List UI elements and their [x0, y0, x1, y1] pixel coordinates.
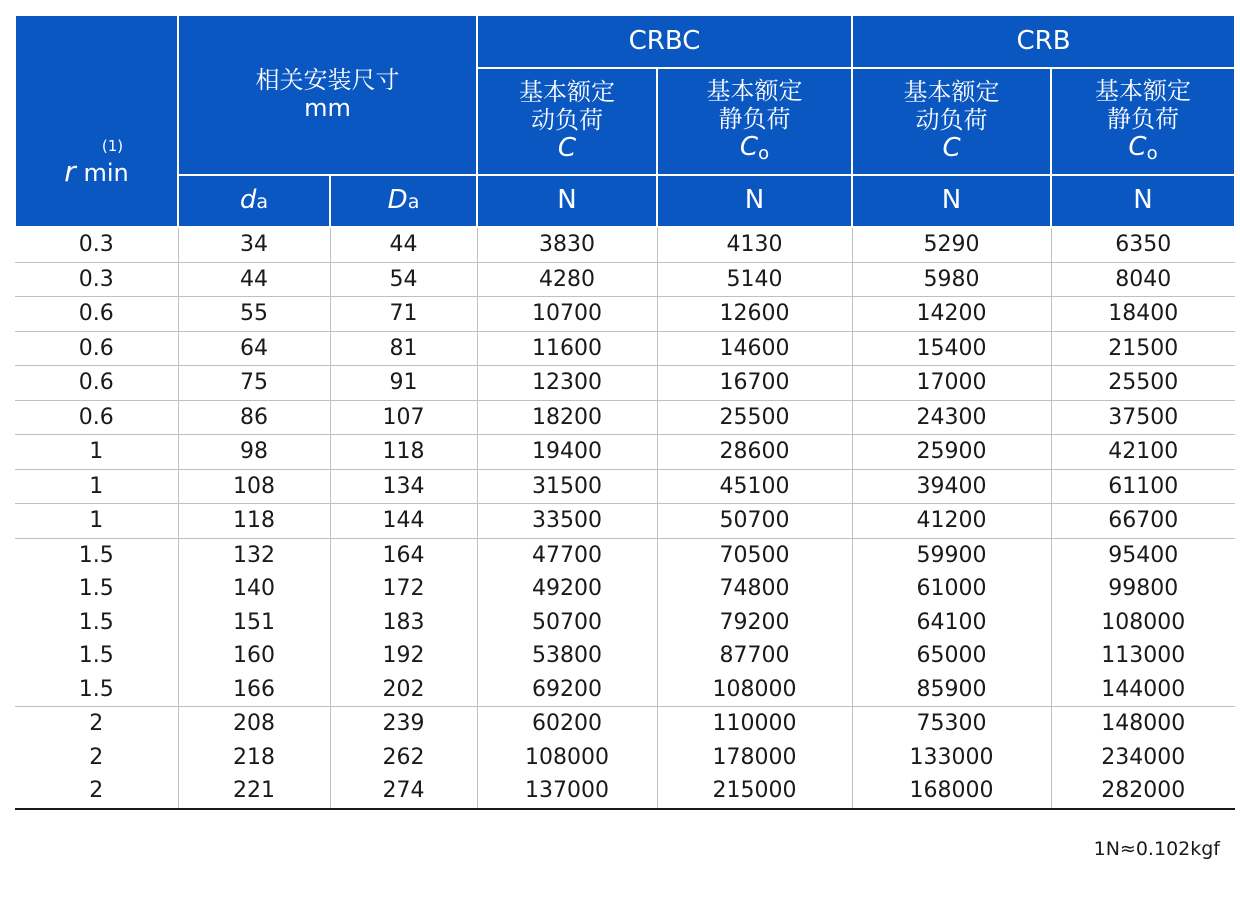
da-cell: 221 [178, 774, 330, 809]
crb-dynamic-cell: 65000 [852, 639, 1051, 673]
table-body [15, 227, 1235, 809]
crbc-static-cell: 28600 [657, 435, 852, 470]
table-row [15, 673, 1235, 707]
Da-cell: 91 [330, 366, 477, 401]
da-cell: 140 [178, 572, 330, 606]
Da-header: Da [330, 175, 477, 227]
r-min-cell: 0.6 [15, 366, 178, 401]
Da-cell: 44 [330, 227, 477, 262]
crbc-dynamic-load-header: 基本额定 动负荷 C [477, 68, 657, 175]
table-row [15, 400, 1235, 435]
r-min-cell: 0.3 [15, 262, 178, 297]
crbc-static-cell: 5140 [657, 262, 852, 297]
r-min-cell: 1.5 [15, 538, 178, 572]
r-min-cell: 0.6 [15, 297, 178, 332]
crbc-dynamic-cell: 49200 [477, 572, 657, 606]
da-cell: 86 [178, 400, 330, 435]
crbc-dynamic-cell: 31500 [477, 469, 657, 504]
crbc-static-cell: 50700 [657, 504, 852, 539]
crb-static-cell: 6350 [1051, 227, 1235, 262]
footnote-marker: (1) [101, 137, 124, 156]
Da-cell: 118 [330, 435, 477, 470]
crb-dynamic-load-header: 基本额定 动负荷 C [852, 68, 1051, 175]
crb-static-cell: 8040 [1051, 262, 1235, 297]
crb-static-cell: 61100 [1051, 469, 1235, 504]
crb-dynamic-cell: 17000 [852, 366, 1051, 401]
r-min-cell: 1.5 [15, 572, 178, 606]
table-row [15, 774, 1235, 809]
Da-cell: 172 [330, 572, 477, 606]
crb-static-cell: 66700 [1051, 504, 1235, 539]
table-row [15, 297, 1235, 332]
table-row [15, 366, 1235, 401]
da-cell: 118 [178, 504, 330, 539]
crb-dynamic-cell: 75300 [852, 707, 1051, 741]
crb-static-cell: 42100 [1051, 435, 1235, 470]
crb-dynamic-cell: 59900 [852, 538, 1051, 572]
crbc-static-cell: 215000 [657, 774, 852, 809]
unit-n-header: N [477, 175, 657, 227]
crb-dynamic-cell: 41200 [852, 504, 1051, 539]
r-min-header [15, 15, 178, 227]
da-cell: 34 [178, 227, 330, 262]
crb-static-cell: 25500 [1051, 366, 1235, 401]
mounting-dimensions-unit: mm [304, 94, 351, 122]
crbc-dynamic-cell: 19400 [477, 435, 657, 470]
symbol-co: $C_o$ [1128, 132, 1158, 165]
crb-dynamic-cell: 5980 [852, 262, 1051, 297]
crbc-dynamic-cell: 33500 [477, 504, 657, 539]
crb-dynamic-cell: 168000 [852, 774, 1051, 809]
table-row [15, 469, 1235, 504]
r-min-cell: 2 [15, 741, 178, 775]
da-cell: 108 [178, 469, 330, 504]
crbc-static-cell: 70500 [657, 538, 852, 572]
r-min-cell: 0.3 [15, 227, 178, 262]
unit-n-header: N [657, 175, 852, 227]
group-header-crb: CRB [852, 15, 1235, 68]
table-row [15, 606, 1235, 640]
da-cell: 166 [178, 673, 330, 707]
crb-static-cell: 148000 [1051, 707, 1235, 741]
unit-n-header: N [1051, 175, 1235, 227]
da-cell: 132 [178, 538, 330, 572]
group-header-crbc: CRBC [477, 15, 852, 68]
table-row [15, 227, 1235, 262]
da-cell: 151 [178, 606, 330, 640]
crbc-static-cell: 16700 [657, 366, 852, 401]
da-cell: 208 [178, 707, 330, 741]
crb-static-cell: 21500 [1051, 331, 1235, 366]
Da-cell: 164 [330, 538, 477, 572]
Da-cell: 107 [330, 400, 477, 435]
bearing-spec-table [14, 14, 1236, 810]
crb-dynamic-cell: 133000 [852, 741, 1051, 775]
r-min-cell: 2 [15, 774, 178, 809]
Da-cell: 134 [330, 469, 477, 504]
crbc-static-cell: 25500 [657, 400, 852, 435]
crb-static-cell: 144000 [1051, 673, 1235, 707]
crbc-static-cell: 178000 [657, 741, 852, 775]
r-min-cell: 2 [15, 707, 178, 741]
crbc-dynamic-cell: 3830 [477, 227, 657, 262]
da-cell: 218 [178, 741, 330, 775]
crbc-dynamic-cell: 108000 [477, 741, 657, 775]
crb-dynamic-cell: 5290 [852, 227, 1051, 262]
r-min-cell: 1.5 [15, 639, 178, 673]
crbc-static-cell: 14600 [657, 331, 852, 366]
Da-cell: 81 [330, 331, 477, 366]
symbol-c: C [557, 133, 577, 164]
table-row [15, 262, 1235, 297]
mounting-dimensions-title: 相关安装尺寸 [255, 66, 400, 95]
r-min-cell: 1 [15, 469, 178, 504]
crbc-static-cell: 110000 [657, 707, 852, 741]
crbc-static-cell: 79200 [657, 606, 852, 640]
Da-cell: 202 [330, 673, 477, 707]
Da-cell: 144 [330, 504, 477, 539]
crb-static-cell: 108000 [1051, 606, 1235, 640]
da-cell: 160 [178, 639, 330, 673]
table-row [15, 435, 1235, 470]
crbc-dynamic-cell: 69200 [477, 673, 657, 707]
Da-cell: 274 [330, 774, 477, 809]
table-row [15, 538, 1235, 572]
da-cell: 98 [178, 435, 330, 470]
crb-static-cell: 99800 [1051, 572, 1235, 606]
da-cell: 75 [178, 366, 330, 401]
crbc-dynamic-cell: 137000 [477, 774, 657, 809]
crbc-static-cell: 45100 [657, 469, 852, 504]
da-cell: 64 [178, 331, 330, 366]
Da-cell: 192 [330, 639, 477, 673]
crb-dynamic-cell: 24300 [852, 400, 1051, 435]
Da-cell: 239 [330, 707, 477, 741]
crb-static-load-header: 基本额定 静负荷 $C_o$ [1051, 68, 1235, 175]
min-label: min [83, 158, 129, 187]
crb-static-cell: 95400 [1051, 538, 1235, 572]
crbc-dynamic-cell: 4280 [477, 262, 657, 297]
r-min-cell: 1.5 [15, 673, 178, 707]
crbc-dynamic-cell: 18200 [477, 400, 657, 435]
symbol-c: C [942, 133, 961, 164]
da-cell: 55 [178, 297, 330, 332]
r-min-cell: 0.6 [15, 400, 178, 435]
crbc-static-load-header: 基本额定 静负荷 $C_o$ [657, 68, 852, 175]
crbc-static-cell: 87700 [657, 639, 852, 673]
crbc-dynamic-cell: 12300 [477, 366, 657, 401]
unit-n-header: N [852, 175, 1051, 227]
crb-static-cell: 18400 [1051, 297, 1235, 332]
r-min-cell: 1 [15, 435, 178, 470]
table-row [15, 741, 1235, 775]
crbc-dynamic-cell: 11600 [477, 331, 657, 366]
table-row [15, 707, 1235, 741]
crb-static-cell: 113000 [1051, 639, 1235, 673]
r-min-cell: 1.5 [15, 606, 178, 640]
crbc-static-cell: 74800 [657, 572, 852, 606]
crb-dynamic-cell: 39400 [852, 469, 1051, 504]
Da-cell: 183 [330, 606, 477, 640]
crb-dynamic-cell: 61000 [852, 572, 1051, 606]
r-symbol: r [64, 154, 76, 188]
table-row [15, 331, 1235, 366]
Da-cell: 262 [330, 741, 477, 775]
crbc-dynamic-cell: 47700 [477, 538, 657, 572]
mounting-dimensions-header [178, 15, 477, 175]
crb-static-cell: 234000 [1051, 741, 1235, 775]
r-min-cell: 1 [15, 504, 178, 539]
table-row [15, 572, 1235, 606]
da-header: da [178, 175, 330, 227]
crbc-dynamic-cell: 10700 [477, 297, 657, 332]
crb-static-cell: 37500 [1051, 400, 1235, 435]
crb-static-cell: 282000 [1051, 774, 1235, 809]
symbol-co: $C_o$ [739, 132, 770, 165]
crbc-dynamic-cell: 53800 [477, 639, 657, 673]
unit-conversion-note: 1N≈0.102kgf [1093, 838, 1220, 860]
crb-dynamic-cell: 25900 [852, 435, 1051, 470]
crbc-static-cell: 4130 [657, 227, 852, 262]
crbc-static-cell: 108000 [657, 673, 852, 707]
table-row [15, 504, 1235, 539]
crb-dynamic-cell: 85900 [852, 673, 1051, 707]
r-min-cell: 0.6 [15, 331, 178, 366]
Da-cell: 71 [330, 297, 477, 332]
crbc-dynamic-cell: 50700 [477, 606, 657, 640]
crb-dynamic-cell: 15400 [852, 331, 1051, 366]
crb-dynamic-cell: 14200 [852, 297, 1051, 332]
table-row [15, 639, 1235, 673]
crbc-dynamic-cell: 60200 [477, 707, 657, 741]
crbc-static-cell: 12600 [657, 297, 852, 332]
Da-cell: 54 [330, 262, 477, 297]
crb-dynamic-cell: 64100 [852, 606, 1051, 640]
da-cell: 44 [178, 262, 330, 297]
